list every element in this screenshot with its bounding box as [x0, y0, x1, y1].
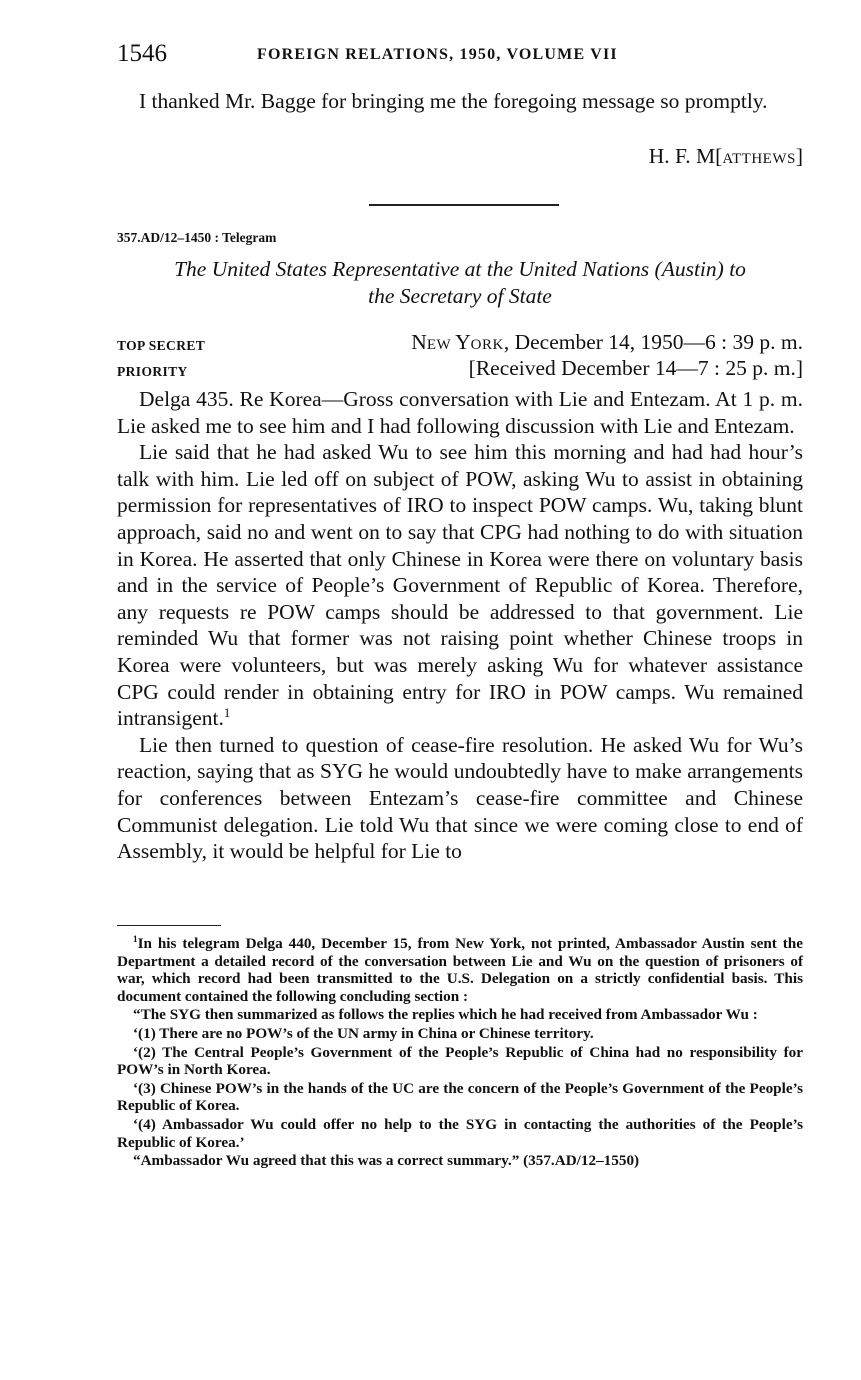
place-rest-2: ORK [470, 337, 504, 353]
closing-paragraph [117, 88, 803, 115]
dateline-row [117, 330, 803, 356]
footnote-item-3: ‘(3) Chinese POW’s in the hands of the UC are the concern of the People’s Government of the People’s Republic of Korea. [117, 1079, 803, 1115]
dateline-tail: , December 14, 1950—6 : 39 p. m. [503, 330, 803, 354]
paragraph-2-text: Lie said that he had asked Wu to see him this morning and had had hour’s talk with him. Lie led off on subject of POW, asking Wu to assist in obtaining permission for representatives of IRO to inspect POW camps. Wu, taking blunt approach, said no and went on to say that CPG had nothing to do with situation in Korea. He asserted that only Chinese in Korea were there on voluntary basis and in the service of People’s Government of Republic of Korea. Therefore, any requests re POW camps should be addressed to that government. Lie reminded Wu that former was not raising point whether Chinese troops in Korea were volunteers, but was merely asking Wu for whatever assistance CPG could render in obtaining entry for IRO in POW camps. Wu remained intransigent. [117, 440, 803, 731]
footnote-1 [117, 935, 803, 1005]
footnote-item-1: ‘(1) There are no POW’s of the UN army in China or Chinese territory. [133, 1024, 594, 1042]
footnote-rule [117, 925, 221, 926]
paragraph-1: Delga 435. Re Korea—Gross conversation with Lie and Entezam. At 1 p. m. Lie asked me to see him and I had following discussion with Lie and Entezam. [117, 387, 803, 438]
running-title: FOREIGN RELATIONS, 1950, VOLUME VII [257, 46, 618, 63]
signature-rest: ATTHEWS [722, 151, 796, 167]
title-line-2: the Secretary of State [368, 283, 552, 308]
footnote-marker: 1 [223, 705, 231, 720]
closing-text: I thanked Mr. Bagge for bringing me the foregoing message so promptly. [139, 89, 768, 113]
dateline [411, 330, 803, 355]
signature-close: ] [795, 144, 803, 168]
document-title [117, 256, 803, 309]
signature-initials: H. F. M[ [648, 144, 723, 168]
footnote-quote: “The SYG then summarized as follows the replies which he had received from Ambassador Wu : [133, 1006, 758, 1024]
precedence: PRIORITY [117, 364, 188, 379]
page-number: 1546 [117, 40, 167, 67]
footnote-1-text: In his telegram Delga 440, December 15, from New York, not printed, Ambassador Austin sent the Department a detailed record of the conversation between Lie and Wu on the question of prisoners of war, which record had been transmitted to the U.S. Delegation on a strictly confidential basis. This document contained the following concluding section : [117, 935, 803, 1005]
title-line-1: The United States Representative at the United Nations (Austin) to [174, 257, 746, 281]
page-header [117, 40, 803, 76]
telegram-body [117, 386, 803, 865]
place-initial: N [411, 330, 427, 354]
place-initial-2: Y [455, 330, 471, 354]
classification: TOP SECRET [117, 338, 206, 353]
footnote-item-4: ‘(4) Ambassador Wu could offer no help to the SYG in contacting the authorities of the People’s Republic of Korea.’ [117, 1115, 803, 1151]
section-divider [369, 204, 559, 206]
footnote-item-2: ‘(2) The Central People’s Government of the People’s Republic of China had no responsibility for POW’s in North Korea. [117, 1043, 803, 1079]
paragraph-3: Lie then turned to question of cease-fire resolution. He asked Wu for Wu’s reaction, saying that as SYG he would undoubtedly have to make arrangements for conferences between Entezam’s cease-fire committee and Chinese Communist delegation. Lie told Wu that since we were coming close to end of Assembly, it would be helpful for Lie to [117, 732, 803, 864]
place-rest: EW [426, 337, 456, 353]
received-row [117, 356, 803, 382]
footnote-number: 1 [133, 933, 138, 944]
received-line: [Received December 14—7 : 25 p. m.] [468, 356, 803, 380]
file-reference: 357.AD/12–1450 : Telegram [117, 230, 277, 245]
footnote-conclusion: “Ambassador Wu agreed that this was a correct summary.” (357.AD/12–1550) [133, 1152, 640, 1170]
paragraph-2 [117, 439, 803, 732]
signature [117, 144, 803, 169]
footnotes [117, 935, 803, 1171]
